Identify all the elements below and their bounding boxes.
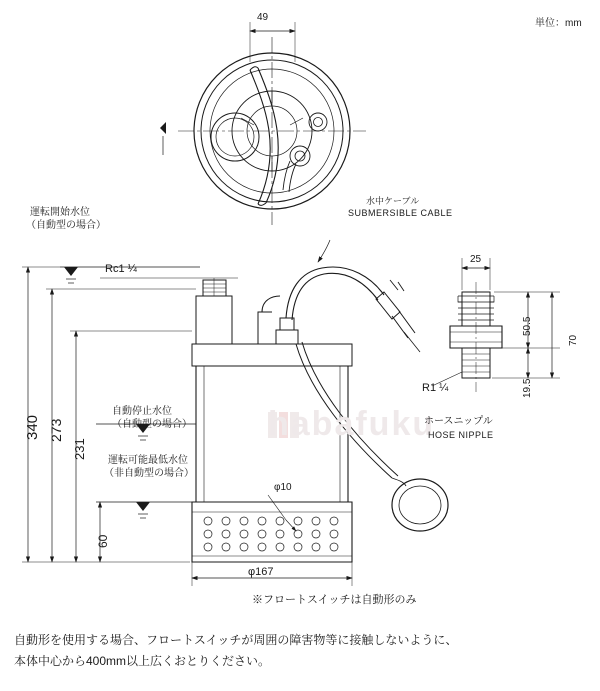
top-view-plan <box>160 22 366 225</box>
thread-r1-label: R1 ¼ <box>422 382 449 394</box>
dim-nipple-width: 25 <box>470 254 482 265</box>
footer-note-line-1: 自動形を使用する場合、フロートスイッチが周囲の障害物等に接触しないように、 <box>14 633 458 647</box>
start-level-label-1: 運転開始水位 <box>30 207 90 218</box>
min-level-label-2: （非自動型の場合） <box>104 468 194 479</box>
hose-nipple-detail <box>432 258 560 392</box>
stop-level-label-2: （自動型の場合） <box>112 419 192 430</box>
cable-and-float-switch <box>286 267 448 531</box>
footer-note-line-2: 本体中心から400mm以上広くおとりください。 <box>14 654 271 668</box>
dim-60: 60 <box>96 534 110 548</box>
footer-notes <box>14 630 589 672</box>
dim-273: 273 <box>48 418 64 442</box>
dim-dia-167: φ167 <box>248 566 274 578</box>
min-level-label-1: 運転可能最低水位 <box>108 455 188 466</box>
dim-nipple-19-5: 19.5 <box>522 378 533 398</box>
dim-nipple-50-5: 50.5 <box>522 316 533 336</box>
float-switch-note: ※フロートスイッチは自動形のみ <box>252 594 417 606</box>
thread-callout <box>100 278 238 296</box>
cable-label-en: SUBMERSIBLE CABLE <box>348 208 453 218</box>
dim-top-width: 49 <box>257 12 269 23</box>
stop-level-label-1: 自動停止水位 <box>112 406 172 417</box>
dim-340: 340 <box>24 414 41 440</box>
start-level-label-2: （自動型の場合） <box>26 220 106 231</box>
unit-note: 単位：mm <box>535 18 582 29</box>
watermark-text: habafuku <box>268 405 436 443</box>
nipple-label-jp: ホースニップル <box>424 416 493 427</box>
dim-dia-10: φ10 <box>274 482 292 493</box>
nipple-label-en: HOSE NIPPLE <box>428 430 494 440</box>
thread-rc-label: Rc1 ¼ <box>105 263 137 275</box>
dim-nipple-70: 70 <box>568 334 579 346</box>
cable-label-jp: 水中ケーブル <box>366 196 420 206</box>
dim-231: 231 <box>72 438 87 460</box>
